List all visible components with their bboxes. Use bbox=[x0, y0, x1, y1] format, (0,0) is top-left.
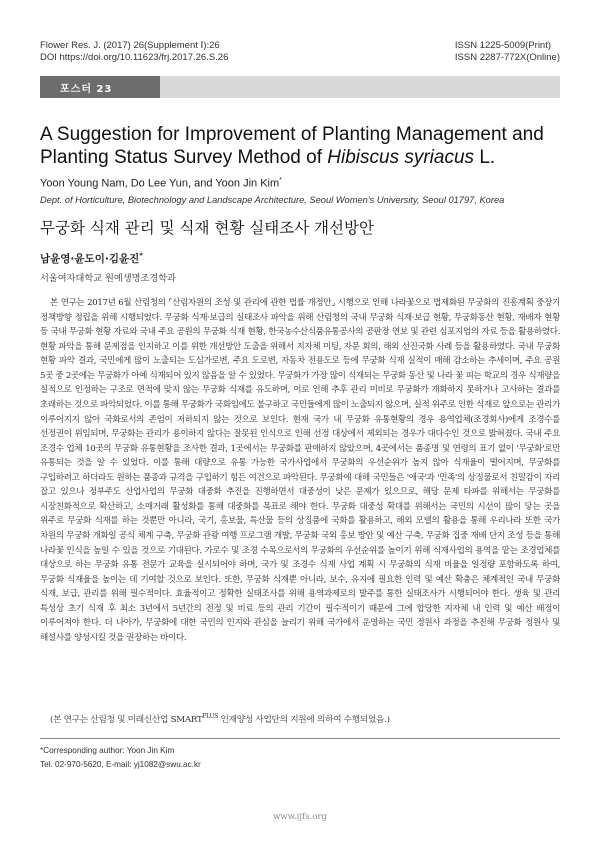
korean-author-names: 남윤영·윤도이·김윤진 bbox=[40, 253, 140, 265]
funding-text: (본 연구는 산림청 및 미래신산업 SMART bbox=[50, 715, 203, 725]
title-suffix: L. bbox=[474, 147, 496, 168]
funding-superscript: PLUS bbox=[202, 713, 219, 721]
title-species: Hibiscus syriacus bbox=[327, 147, 475, 168]
issn-block bbox=[455, 40, 560, 64]
journal-header bbox=[40, 40, 560, 64]
journal-citation: Flower Res. J. (2017) 26(Supplement Ⅰ):26 bbox=[40, 40, 220, 51]
title-text: A Suggestion for Improvement of Planting Management and Planting Status Survey Method of bbox=[40, 124, 544, 168]
funding-note bbox=[50, 713, 560, 725]
korean-affiliation: 서울여자대학교 원예생명조경학과 bbox=[40, 273, 177, 284]
affiliation: Dept. of Horticulture, Biotechnology and Landscape Architecture, Seoul Women's University, Seoul 01797, Korea bbox=[40, 195, 505, 205]
abstract-body: 본 연구는 2017년 6월 산림청의 ⌜산림자원의 조성 및 관리에 관한 법률 개정안⌟ 시행으로 인해 나라꽃으로 법제화된 무궁화의 진흥계획 중장기 정책방향 정립을 위해 시행되었다. 무궁화 식재·보급의 실태조사 파악을 위해 산림청의 국내 무궁화 식재·보급 현황, 무궁화동산 현황, 재배자 현황 등 국내 무궁화 현황 자료와 국내 주요 공원의 무궁화 식재 현황, 한국농수산식품유통공사의 공판장 연보 및 관련 심포지엄의 자료 등을 활용하였다. 현황 파악을 통해 문제점을 인지하고 이를 위한 개선방안 도출을 위해서 지자체 미팅, 자문 회의, 해외 선진국화 사례 등을 활용하였다. 국내 무궁화 현황 파악 결과, 국민에게 많이 노출되는 도심가로변, 주요 도로변, 자동차 전용도로 등에 무궁화 식재 실적이 매해 감소하는 추세이며, 주요 공원 5곳 중 2곳에는 무궁화가 아예 식재되어 있지 않음을 알 수 있었다. 무궁화가 가장 많이 식재되는 무궁화 동산 및 나라 꽃 피는 학교의 경우 식재량을 실적으로 인정하는 구조로 면적에 맞지 않는 무궁화 식재를 유도하며, 이로 인해 추후 관리 미비로 무궁화가 개화하지 못하거나 고사하는 결과를 초래하는 것으로 파악되었다. 이를 통해 무궁화가 국화임에도 불구하고 국민들에게 많이 노출되지 않으며, 실적 위주로 인한 식재로 앞으로는 관리가 이루어지지 않아 국화로서의 존엄이 저하되지 않는 것으로 보인다. 현재 국가 내 무궁화 유통현황의 경우 용역업체(조경회사)에게 조경수를 선정권이 위임되며, 무궁화는 관리가 용이하지 않다는 잘못된 인식으로 인해 선정 대상에서 제외되는 경우가 대다수인 것으로 밝혀졌다. 국내 주요 조경수 업체 10곳의 무궁화 유통현황을 조사한 결과, 1곳에서는 무궁화를 판매하지 않았으며, 4곳에서는 품종명 및 연령의 표기 없이 '무궁화'로만 유통되는 것을 알 수 있었다. 이를 통해 대량으로 유통 가능한 국가사업에서 무궁화의 우선순위가 높지 않아 식재율이 떨어지며, 무궁화를 구입하려고 하더라도 원하는 품종과 규격을 구입하기 힘든 여건으로 파악된다. 무궁화에 대해 국민들은 '애국'과 '민족'의 상징물로서 친밀감이 자리 잡고 있으나 정부주도 산업사업의 무궁화 대중화 추진을 진행하면서 대중성이 낮은 문제가 있으므로, 해당 문제 타파를 위해서는 무궁화를 시장친화적으로 확산하고, 소매거래 활성화를 통해 대중화를 목표로 해야 한다. 무궁화 대중성 확대를 위해서는 국민의 시선이 많이 닿는 곳을 위주로 무궁화 식재를 하는 것뿐만 아니라, 국기, 홍보물, 특산물 등의 상징품에 국화를 활용하고, 해외 모델의 활용을 통해 우리나라 또한 국가 차원의 무궁화 개화일 공식 체계 구축, 무궁화 관광 여행 프로그램 개발, 무궁화 국외 홍보 방안 및 예산 구축, 무궁화 집중 재배 단지 조성 등을 통해 나라꽃 인식을 높일 수 있을 것으로 기대된다. 가로수 및 조경 수목으로서의 무궁화의 우선순위를 높이기 위해 식재사업의 용역을 맡는 조경업체를 대상으로 하는 무궁화 유통 전문가 교육을 실시되어야 하며, 국가 및 조경수 식재 사업 계획 시 무궁화의 식재 비율을 일정량 포함하도록 하여, 무궁화 식재율을 높이는 데 기여할 것으로 보인다. 또한, 무궁화 식재뿐 아니라, 보수, 유지에 필요한 인력 및 예산 확충은 체계적인 국내 무궁화 식재, 보급, 관리를 위해 필수적이다. 효율적이고 정확한 실태조사를 위해 용역과제로의 발주를 통한 실태조사가 시행되어야 한다. 생육 및 관리 특성상 초기 식재 후 최소 3년에서 5년간의 전정 및 비료 등의 관리 기간이 필수적이기 때문에 그에 합당한 지자체 내 인력 및 예산 배정이 이루어져야 한다. 더 나아가, 무궁화에 대한 국민의 인지와 관심을 늘리기 위해 국가에서 운영하는 국민 정원사 과정을 추진해 무궁화 정원사 및 해설사를 양성시킬 것을 권장하는 바이다. bbox=[40, 298, 560, 643]
banner-bar bbox=[160, 76, 560, 98]
footnote-divider bbox=[40, 738, 560, 739]
doi-link[interactable]: DOI https://doi.org/10.11623/frj.2017.26.S.26 bbox=[40, 52, 229, 63]
funding-text-end: 인재양성 사업단의 지원에 의하여 수행되었음.) bbox=[218, 715, 390, 725]
paper-title bbox=[40, 123, 570, 169]
corresponding-mark: * bbox=[279, 177, 282, 184]
contact-info: Tel. 02-970-5620, E-mail: yj1082@swu.ac.kr bbox=[40, 760, 201, 769]
author-names: Yoon Young Nam, Do Lee Yun, and Yoon Jin Kim bbox=[40, 177, 280, 190]
section-banner bbox=[40, 76, 560, 98]
author-list bbox=[40, 177, 282, 190]
issn-online: ISSN 2287-772X(Online) bbox=[454, 52, 560, 63]
poster-label: 포스터 23 bbox=[40, 76, 160, 98]
issn-print: ISSN 1225-5009(Print) bbox=[454, 40, 552, 51]
correspondence-note bbox=[40, 744, 201, 772]
korean-corresponding-mark: * bbox=[139, 251, 143, 260]
corresponding-author: *Corresponding author: Yoon Jin Kim bbox=[40, 746, 175, 755]
citation-block bbox=[40, 40, 228, 64]
korean-title: 무궁화 식재 관리 및 식재 현황 실태조사 개선방안 bbox=[40, 219, 374, 237]
journal-website[interactable]: www.ijfs.org bbox=[273, 812, 327, 822]
korean-author-list bbox=[40, 251, 143, 266]
